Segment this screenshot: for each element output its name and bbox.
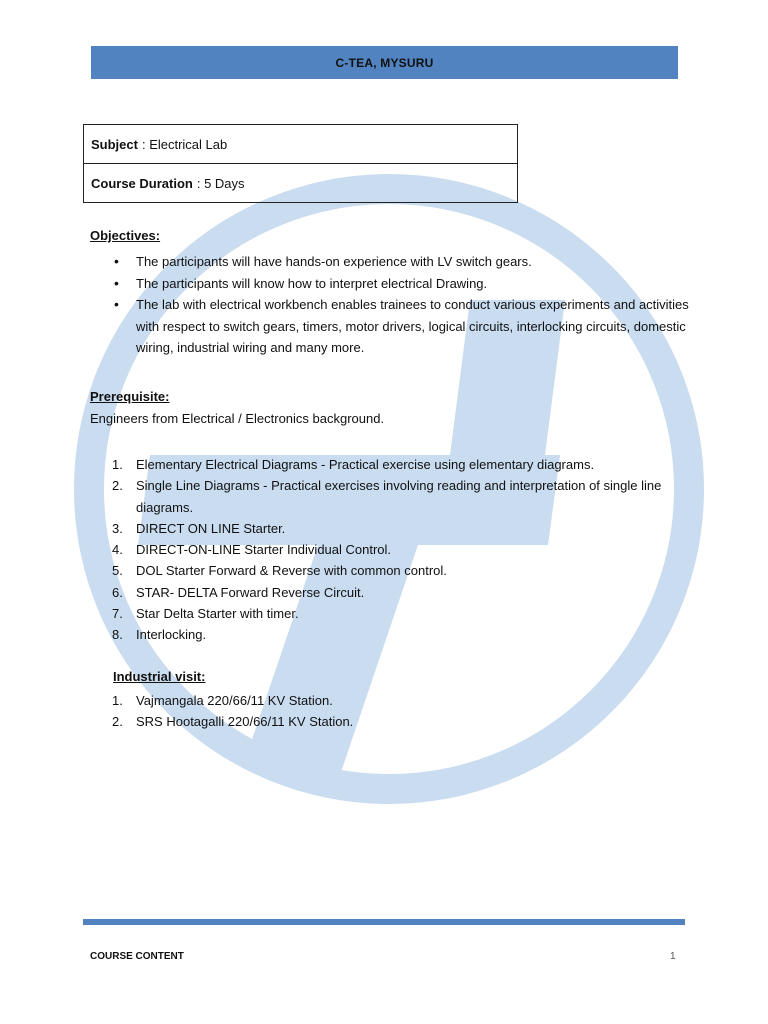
list-item: • The lab with electrical workbench enables trainees to conduct various experiments and activities with respect to switch gears, timers, motor drivers, logical circuits, interlocking circuits, domestic wiring, industrial wiring and many more. bbox=[110, 294, 690, 359]
item-number: 8. bbox=[112, 627, 123, 643]
item-number: 1. bbox=[112, 693, 123, 708]
item-text: SRS Hootagalli 220/66/11 KV Station. bbox=[136, 714, 354, 730]
list-item bbox=[110, 690, 670, 711]
list-item bbox=[110, 582, 700, 603]
subject-label: Subject bbox=[91, 136, 138, 152]
item-number: 5. bbox=[112, 563, 123, 579]
item-text: DIRECT ON LINE Starter. bbox=[136, 520, 286, 536]
list-item bbox=[110, 475, 700, 518]
footer-label: COURSE CONTENT bbox=[90, 951, 184, 962]
list-item bbox=[110, 624, 700, 645]
list-item bbox=[110, 560, 700, 581]
industrial-visit-list bbox=[110, 690, 670, 733]
item-text: Star Delta Starter with timer. bbox=[136, 606, 299, 622]
item-number: 6. bbox=[112, 584, 123, 600]
industrial-visit-heading: Industrial visit: bbox=[113, 669, 206, 684]
duration-label: Course Duration bbox=[91, 175, 193, 191]
item-number: 3. bbox=[112, 520, 123, 536]
item-text: STAR- DELTA Forward Reverse Circuit. bbox=[136, 584, 365, 600]
list-item: • The participants will know how to interpret electrical Drawing. bbox=[110, 273, 690, 295]
footer-divider bbox=[83, 919, 685, 925]
topics-list bbox=[110, 454, 700, 646]
prerequisite-heading: Prerequisite: bbox=[90, 389, 170, 404]
list-item bbox=[110, 454, 700, 475]
objectives-list bbox=[110, 251, 690, 359]
list-item: • The participants will have hands-on experience with LV switch gears. bbox=[110, 251, 690, 273]
item-number: 2. bbox=[112, 478, 123, 494]
item-number: 1. bbox=[112, 457, 123, 472]
item-number: 2. bbox=[112, 714, 123, 730]
item-number: 4. bbox=[112, 542, 123, 558]
item-text: DIRECT-ON-LINE Starter Individual Control. bbox=[136, 542, 392, 558]
list-item bbox=[110, 518, 700, 539]
subject-row bbox=[84, 125, 517, 164]
course-info-table bbox=[83, 124, 518, 203]
subject-value: : Electrical Lab bbox=[141, 136, 228, 152]
page-number: 1 bbox=[670, 951, 676, 962]
item-text: DOL Starter Forward & Reverse with common control. bbox=[136, 563, 447, 579]
item-text: Single Line Diagrams - Practical exercises involving reading and interpretation of single line diagrams. bbox=[136, 478, 662, 515]
list-item bbox=[110, 603, 700, 624]
item-text: Elementary Electrical Diagrams - Practical exercise using elementary diagrams. bbox=[136, 457, 595, 472]
item-number: 7. bbox=[112, 606, 123, 622]
list-item bbox=[110, 711, 670, 732]
item-text: Vajmangala 220/66/11 KV Station. bbox=[136, 693, 333, 708]
prerequisite-text: Engineers from Electrical / Electronics background. bbox=[90, 411, 385, 426]
header-title: C-TEA, MYSURU bbox=[91, 46, 678, 79]
item-text: Interlocking. bbox=[136, 627, 207, 643]
list-item bbox=[110, 539, 700, 560]
objectives-heading: Objectives: bbox=[90, 228, 161, 243]
duration-row bbox=[84, 164, 517, 202]
duration-value: : 5 Days bbox=[196, 175, 245, 191]
